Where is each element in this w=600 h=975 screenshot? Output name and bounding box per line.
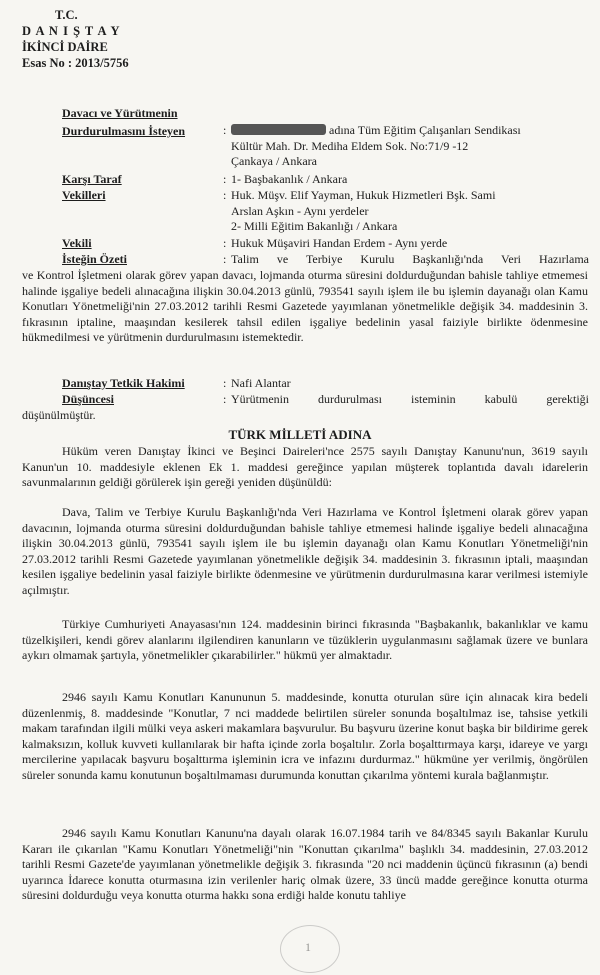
karsi-value: 1- Başbakanlık / Ankara bbox=[231, 172, 348, 186]
davaci-value bbox=[231, 123, 591, 170]
header-tc: T.C. bbox=[55, 8, 78, 22]
vekilleri-line-2: Arslan Aşkın - Aynı yerdeler bbox=[231, 203, 369, 218]
vekilleri-line-1: Huk. Müşv. Elif Yayman, Hukuk Hizmetleri Bşk. Sami bbox=[231, 188, 496, 202]
vekilleri-line-3: 2- Milli Eğitim Bakanlığı / Ankara bbox=[231, 219, 398, 233]
colon: : bbox=[223, 172, 227, 186]
colon: : bbox=[223, 392, 227, 406]
page-number: 1 bbox=[305, 940, 311, 954]
paragraph-1: Hüküm veren Danıştay İkinci ve Beşinci Daireleri'nce 2575 sayılı Danıştay Kanunu'nun, 3619 sayılı Kanun'un 10. maddesiyle eklenen Ek 1. maddesi gereğince yapılan müşterek toplantıda davalı idarelerin savunmalarının geldiği görülerek işin gereği yeniden düşünüldü: bbox=[22, 444, 588, 490]
karsi-label: Karşı Taraf bbox=[62, 172, 122, 186]
header-court: D A N I Ş T A Y bbox=[22, 24, 121, 38]
hakim-value: Nafi Alantar bbox=[231, 376, 291, 390]
dusunce-first-line: Yürütmenin durdurulması isteminin kabulü gerektiği bbox=[231, 392, 589, 406]
ozet-body: ve Kontrol İşletmeni olarak görev yapan davacı, lojmanda oturma süresini doldurduğundan bahisle tahliye etmemesi halinde işgaliye bedeli alınacağına ilişkin 30.04.2013 günlü, 793541 sayılı işlem ile bu işlemin dayanağı olan Kamu Konutları Yönetmeliği'nin 27.03.2012 tarihli Resmi Gazetede yayımlanan yönetmelikle değişik 34. maddesinin 3. fıkrasının iptaline, maaşından kesilerek tahsil edilen işgaliye bedelinin yasal faiziyle birlikte ödenmesine hükmedilmesi ve yürütmenin durdurulmasını istemektedir. bbox=[22, 268, 588, 345]
colon: : bbox=[223, 376, 227, 390]
hakim-label: Danıştay Tetkik Hakimi bbox=[62, 376, 185, 390]
ozet-first-line: Talim ve Terbiye Kurulu Başkanlığı'nda Veri Hazırlama bbox=[231, 252, 589, 266]
paragraph-2: Dava, Talim ve Terbiye Kurulu Başkanlığı'nda Veri Hazırlama ve Kontrol İşletmeni olarak görev yapan davacının, lojmanda oturma süresini doldurduğundan bahisle tahliye etmemesi halinde işgaliye bedeli alınacağına ilişkin 30.04.2013 günlü, 793541 sayılı işlem ile bu işlemin dayanağı olan Kamu Konutları Yönetmeliği'nin 27.03.2012 tarihli Resmi Gazetede yayımlanan yönetmelikle değişik 34. maddesinin 3. fıkrasının iptali, maaşından kesilen işgaliye bedelinin yasal faiziyle birlikte ödenmesine ve yürütmenin durdurulmasına karar verilmesi istemiyle açılmıştır. bbox=[22, 505, 588, 597]
davaci-line-2: Kültür Mah. Dr. Mediha Eldem Sok. No:71/9 -12 bbox=[231, 138, 469, 153]
colon: : bbox=[223, 236, 227, 250]
dusunce-rest: düşünülmüştür. bbox=[22, 408, 96, 422]
vekilleri-value bbox=[231, 188, 591, 235]
paragraph-3: Türkiye Cumhuriyeti Anayasası'nın 124. maddesinin birinci fıkrasında "Başbakanlık, bakanlıklar ve kamu tüzelkişileri, kendi görev alanlarını ilgilendiren kanunların ve tüzüklerin uygulanmasını sağlamak üzere ve bunlara aykırı olmamak şartıyla, yönetmelikler çıkarabilirler." hükmü yer almaktadır. bbox=[22, 617, 588, 663]
redacted-name bbox=[231, 124, 326, 135]
header-chamber: İKİNCİ DAİRE bbox=[22, 40, 108, 54]
colon: : bbox=[223, 188, 227, 202]
davaci-line-3: Çankaya / Ankara bbox=[231, 154, 317, 168]
davaci-line-1: adına Tüm Eğitim Çalışanları Sendikası bbox=[329, 123, 521, 137]
header-esas: Esas No : 2013/5756 bbox=[22, 56, 129, 70]
davaci-label-1: Davacı ve Yürütmenin bbox=[62, 106, 178, 120]
paragraph-5: 2946 sayılı Kamu Konutları Kanunu'na dayalı olarak 16.07.1984 tarih ve 84/8345 sayılı Bakanlar Kurulu Kararı ile çıkarılan "Kamu Konutları Yönetmeliği"nin "Konuttan çıkarılma" başlıklı 34. maddesinin, 27.03.2012 tarihli Resmi Gazete'de yayımlanan yönetmelikle değişik 3. fıkrasında "20 nci maddenin üçüncü fıkrasının (a) bendi uyarınca İdarece konutta oturmasına izin verilenler hariç olmak üzere, 33 üncü madde gereğince konutta oturma süresini doldurduğu veya konutta oturma hakkı sona erdiği halde konutu tahliye bbox=[22, 826, 588, 903]
dusunce-label: Düşüncesi bbox=[62, 392, 115, 406]
vekili-value: Hukuk Müşaviri Handan Erdem - Aynı yerde bbox=[231, 236, 448, 250]
ozet-label: İsteğin Özeti bbox=[62, 252, 127, 266]
davaci-label-2: Durdurulmasını İsteyen bbox=[62, 124, 186, 138]
page-stamp bbox=[280, 925, 340, 973]
vekili-label: Vekili bbox=[62, 236, 92, 250]
colon: : bbox=[223, 123, 227, 137]
paragraph-4: 2946 sayılı Kamu Konutları Kanununun 5. maddesinde, konutta oturulan süre için alınacak kira bedeli düzenlenmiş, 8. maddesinde "Konutlar, 7 nci maddede belirtilen süreler sonunda boşaltılmaz ise, tahsise yetkili makam tarafından ilgili mülki veya askeri makamlara başvurulur. Bu başvuru üzerine konut başka bir bildirime gerek kalmaksızın, kolluk kuvveti kullanılarak bir hafta içinde zorla boşaltılır. Zorla boşalttırmaya karşı, idareye ve yargı mercilerine yapılacak başvuru boşalttırma işleminin icra ve infazını durdurmaz." hükmüne yer verilmiş, öngörülen süreler sonunda kamu konutunun boşaltılmaması durumunda konuttan çıkarılma yöntemi kurala bağlanmıştır. bbox=[22, 690, 588, 782]
vekilleri-label: Vekilleri bbox=[62, 188, 106, 202]
colon: : bbox=[223, 252, 227, 266]
decision-title: TÜRK MİLLETİ ADINA bbox=[228, 427, 372, 442]
